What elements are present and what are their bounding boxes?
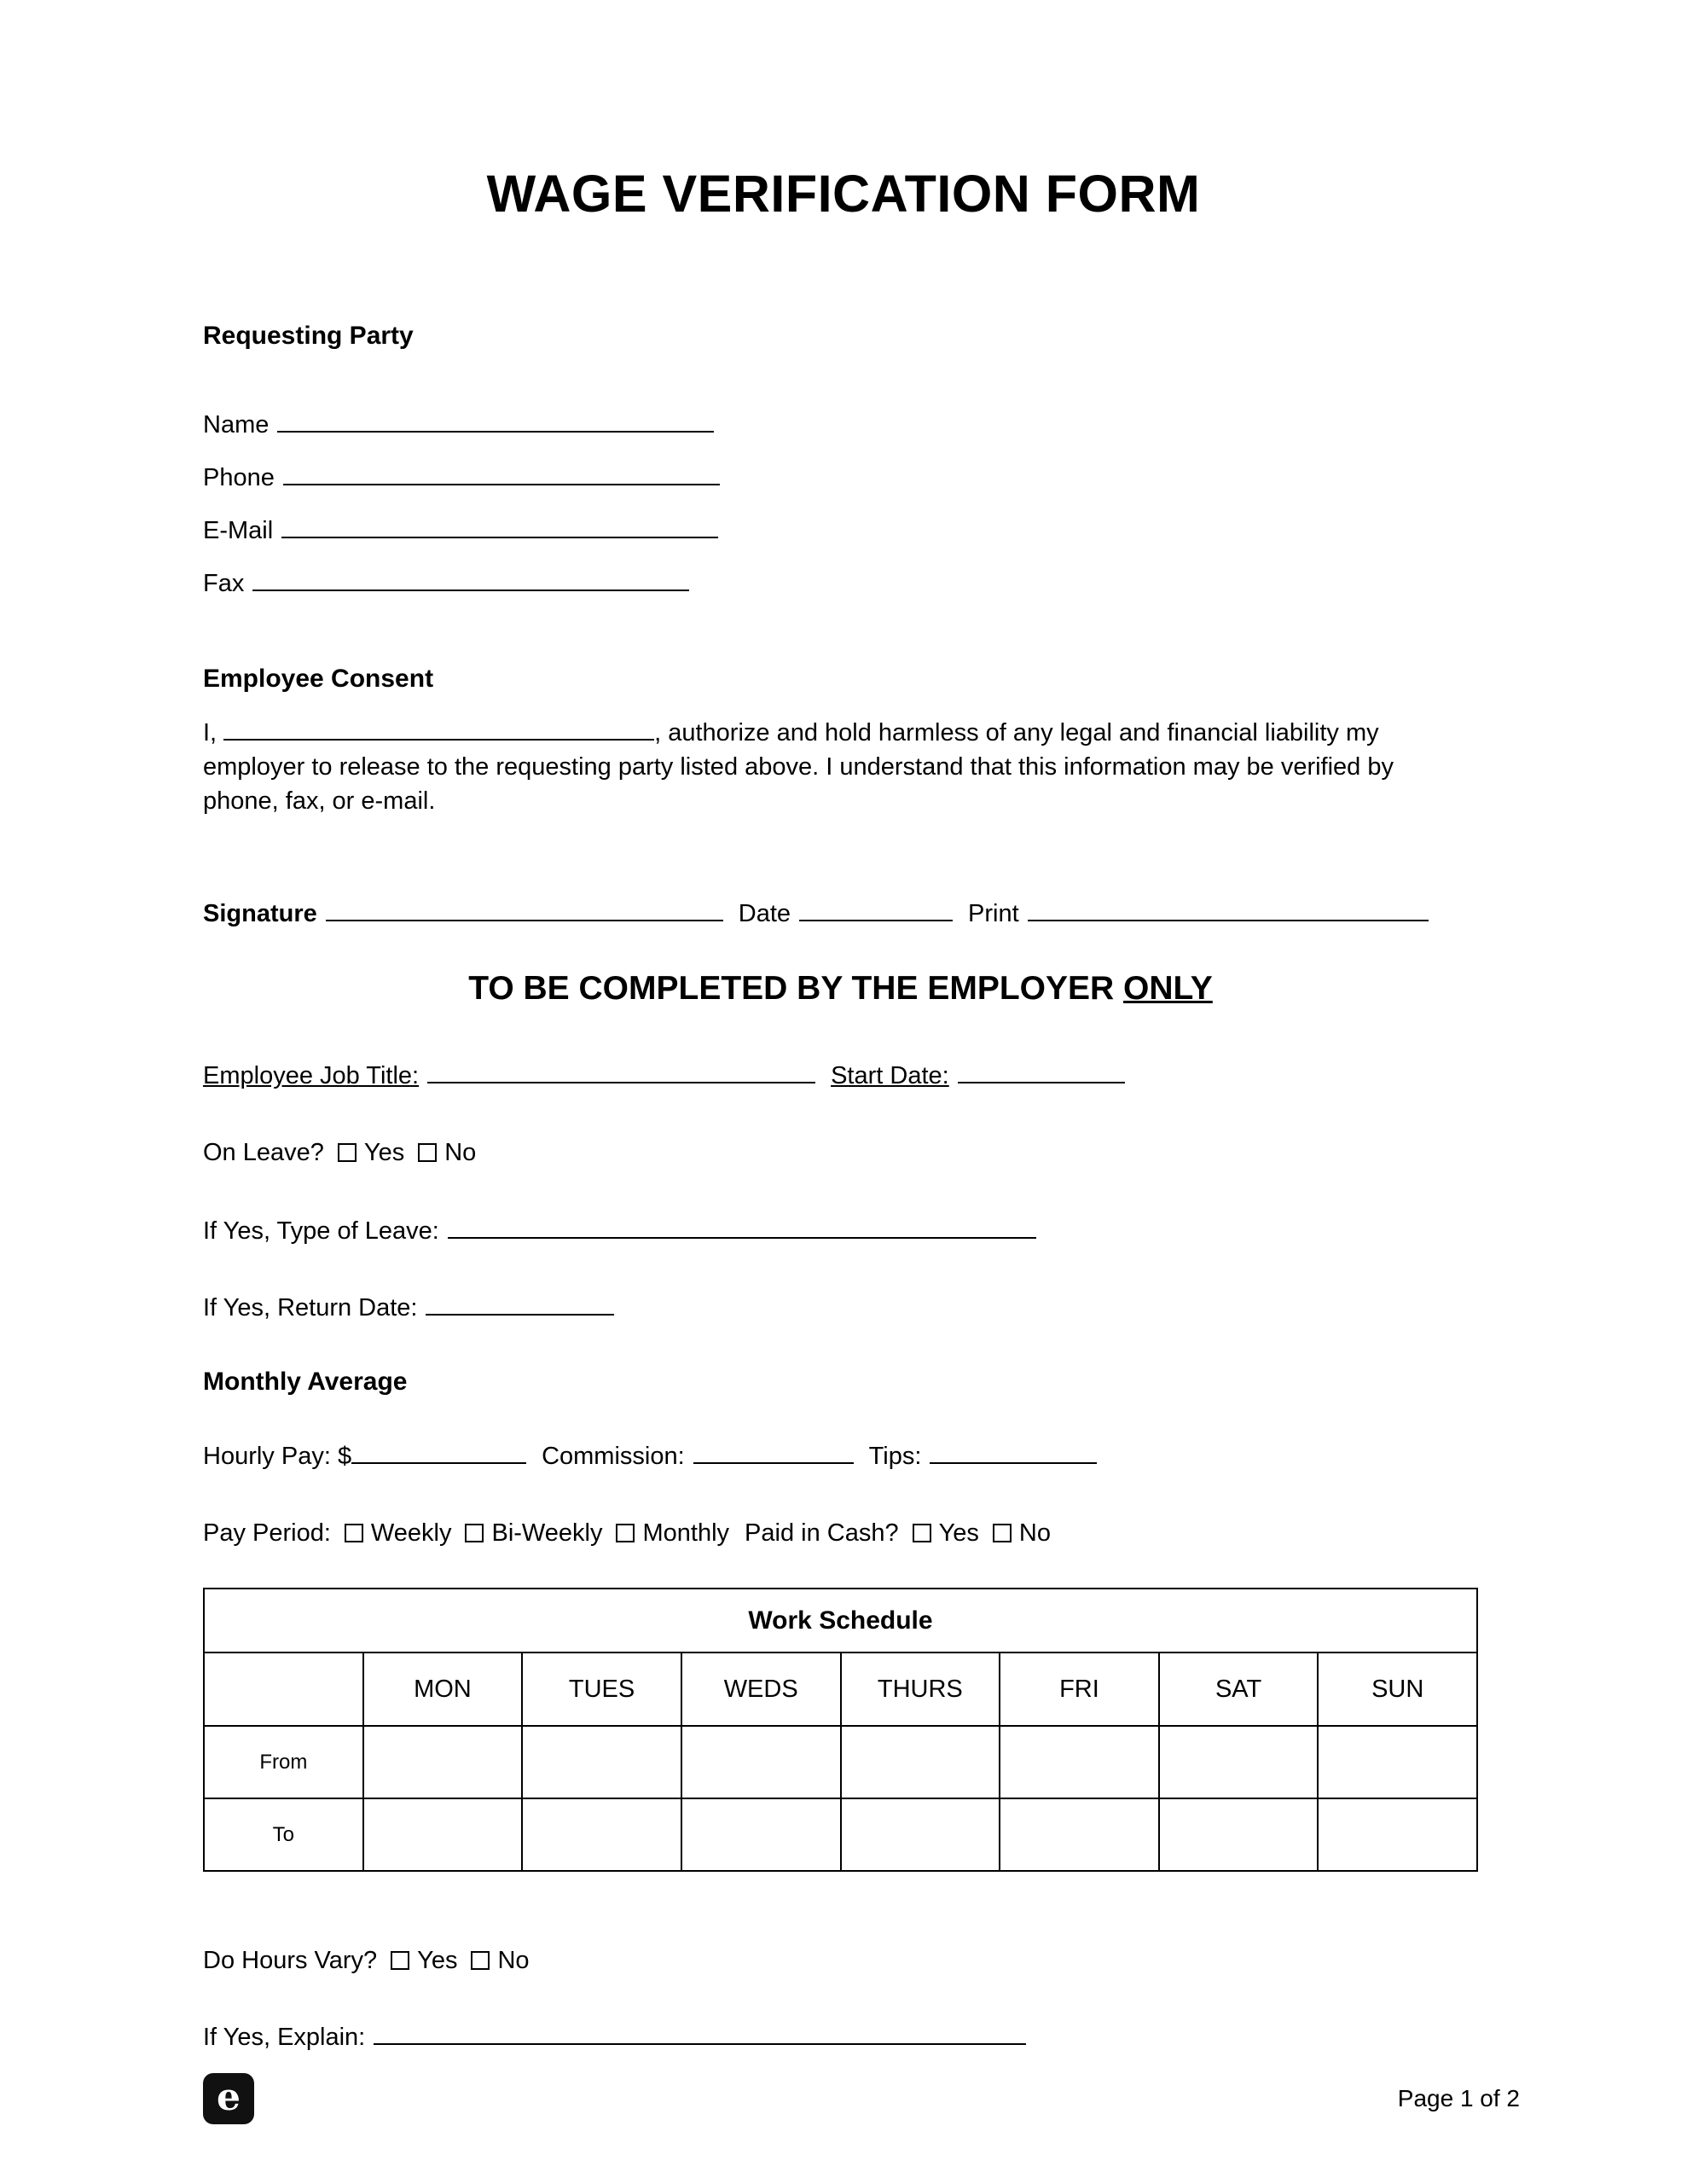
on-leave-no-checkbox[interactable] bbox=[418, 1143, 437, 1162]
schedule-cell-to-thurs[interactable] bbox=[841, 1798, 1000, 1871]
day-header-tues: TUES bbox=[522, 1653, 681, 1726]
email-field-row bbox=[203, 504, 1478, 557]
day-header-weds: WEDS bbox=[681, 1653, 841, 1726]
hours-vary-no-checkbox[interactable] bbox=[471, 1951, 490, 1970]
start-date-line[interactable] bbox=[958, 1061, 1125, 1083]
return-date-row bbox=[203, 1291, 1478, 1325]
hours-vary-row bbox=[203, 1943, 1478, 1978]
paid-in-cash-yes-checkbox[interactable] bbox=[913, 1524, 931, 1542]
paid-in-cash-no-checkbox[interactable] bbox=[993, 1524, 1012, 1542]
consent-name-line[interactable] bbox=[223, 718, 654, 741]
to-row bbox=[204, 1798, 1477, 1871]
from-row bbox=[204, 1726, 1477, 1798]
work-schedule-title: Work Schedule bbox=[204, 1589, 1477, 1653]
pay-period-weekly-label: Weekly bbox=[370, 1519, 452, 1548]
job-title-row bbox=[203, 1059, 1478, 1093]
type-of-leave-line[interactable] bbox=[448, 1217, 1036, 1239]
tips-line[interactable] bbox=[930, 1442, 1097, 1464]
schedule-cell-from-sat[interactable] bbox=[1159, 1726, 1319, 1798]
date-line[interactable] bbox=[799, 899, 953, 921]
employer-section-heading bbox=[203, 970, 1478, 1008]
hours-vary-yes-label: Yes bbox=[417, 1947, 458, 1975]
pay-period-row bbox=[203, 1516, 1478, 1550]
work-schedule-title-row bbox=[204, 1589, 1477, 1653]
monthly-average-heading: Monthly Average bbox=[203, 1368, 408, 1397]
to-row-label: To bbox=[204, 1798, 363, 1871]
on-leave-label: On Leave? bbox=[203, 1139, 324, 1167]
pay-period-monthly-checkbox[interactable] bbox=[616, 1524, 635, 1542]
hours-vary-yes-checkbox[interactable] bbox=[391, 1951, 409, 1970]
schedule-cell-to-sun[interactable] bbox=[1318, 1798, 1477, 1871]
hourly-pay-line[interactable] bbox=[351, 1442, 526, 1464]
paid-in-cash-no-label: No bbox=[1018, 1519, 1051, 1548]
schedule-cell-from-sun[interactable] bbox=[1318, 1726, 1477, 1798]
email-label: E-Mail bbox=[203, 517, 274, 545]
paid-in-cash-label: Paid in Cash? bbox=[745, 1519, 899, 1548]
job-title-label: Employee Job Title: bbox=[203, 1062, 420, 1090]
day-header-row bbox=[204, 1653, 1477, 1726]
day-header-mon: MON bbox=[363, 1653, 523, 1726]
monthly-average-row bbox=[203, 1439, 1478, 1473]
schedule-cell-to-fri[interactable] bbox=[1000, 1798, 1159, 1871]
fax-input-line[interactable] bbox=[252, 569, 689, 591]
name-label: Name bbox=[203, 411, 270, 439]
paid-in-cash-yes-label: Yes bbox=[938, 1519, 979, 1548]
hours-vary-label: Do Hours Vary? bbox=[203, 1947, 378, 1975]
schedule-cell-to-sat[interactable] bbox=[1159, 1798, 1319, 1871]
day-header-thurs: THURS bbox=[841, 1653, 1000, 1726]
hourly-pay-label: Hourly Pay: $ bbox=[203, 1443, 352, 1471]
explain-label: If Yes, Explain: bbox=[203, 2024, 366, 2052]
date-label: Date bbox=[738, 900, 791, 928]
start-date-label: Start Date: bbox=[831, 1062, 949, 1090]
return-date-label: If Yes, Return Date: bbox=[203, 1294, 418, 1322]
fax-label: Fax bbox=[203, 570, 245, 598]
work-schedule-table bbox=[203, 1588, 1478, 1872]
pay-period-monthly-label: Monthly bbox=[642, 1519, 730, 1548]
form-content bbox=[0, 322, 1687, 2054]
job-title-line[interactable] bbox=[427, 1061, 815, 1083]
requesting-party-fields bbox=[203, 398, 1478, 610]
page-number: Page 1 of 2 bbox=[1397, 2085, 1520, 2111]
name-input-line[interactable] bbox=[277, 410, 714, 433]
page-footer bbox=[203, 2073, 1520, 2124]
eforms-logo-icon[interactable] bbox=[203, 2073, 254, 2124]
signature-label: Signature bbox=[203, 900, 317, 928]
pay-period-biweekly-label: Bi-Weekly bbox=[491, 1519, 603, 1548]
tips-label: Tips: bbox=[868, 1443, 922, 1471]
schedule-corner-cell bbox=[204, 1653, 363, 1726]
schedule-cell-from-thurs[interactable] bbox=[841, 1726, 1000, 1798]
day-header-fri: FRI bbox=[1000, 1653, 1159, 1726]
consent-paragraph bbox=[203, 716, 1440, 818]
schedule-cell-from-mon[interactable] bbox=[363, 1726, 523, 1798]
schedule-cell-from-tues[interactable] bbox=[522, 1726, 681, 1798]
explain-row bbox=[203, 2020, 1478, 2054]
phone-field-row bbox=[203, 451, 1478, 504]
email-input-line[interactable] bbox=[281, 516, 718, 538]
requesting-party-heading: Requesting Party bbox=[203, 322, 414, 351]
schedule-cell-to-weds[interactable] bbox=[681, 1798, 841, 1871]
phone-input-line[interactable] bbox=[283, 463, 720, 485]
commission-line[interactable] bbox=[693, 1442, 854, 1464]
schedule-cell-to-mon[interactable] bbox=[363, 1798, 523, 1871]
eforms-logo-letter: e bbox=[217, 2076, 241, 2119]
form-title: WAGE VERIFICATION FORM bbox=[486, 165, 1201, 223]
employee-consent-heading: Employee Consent bbox=[203, 665, 434, 694]
type-of-leave-row bbox=[203, 1214, 1478, 1248]
employer-heading-text: TO BE COMPLETED BY THE EMPLOYER bbox=[468, 970, 1124, 1008]
from-row-label: From bbox=[204, 1726, 363, 1798]
on-leave-row bbox=[203, 1136, 1478, 1170]
return-date-line[interactable] bbox=[426, 1293, 614, 1316]
on-leave-yes-checkbox[interactable] bbox=[338, 1143, 357, 1162]
pay-period-label: Pay Period: bbox=[203, 1519, 331, 1548]
schedule-cell-to-tues[interactable] bbox=[522, 1798, 681, 1871]
phone-label: Phone bbox=[203, 464, 275, 492]
schedule-cell-from-fri[interactable] bbox=[1000, 1726, 1159, 1798]
employer-heading-only: ONLY bbox=[1123, 970, 1213, 1008]
fax-field-row bbox=[203, 557, 1478, 610]
print-label: Print bbox=[968, 900, 1019, 928]
signature-line[interactable] bbox=[326, 899, 723, 921]
pay-period-weekly-checkbox[interactable] bbox=[345, 1524, 363, 1542]
name-field-row bbox=[203, 398, 1478, 451]
pay-period-biweekly-checkbox[interactable] bbox=[465, 1524, 484, 1542]
commission-label: Commission: bbox=[542, 1443, 685, 1471]
day-header-sat: SAT bbox=[1159, 1653, 1319, 1726]
day-header-sun: SUN bbox=[1318, 1653, 1477, 1726]
type-of-leave-label: If Yes, Type of Leave: bbox=[203, 1217, 439, 1246]
schedule-cell-from-weds[interactable] bbox=[681, 1726, 841, 1798]
explain-line[interactable] bbox=[374, 2023, 1026, 2045]
consent-text: , authorize and hold harmless of any legal and financial liability my employer to release to the requesting party listed above. I understand that this information may be verified by phone, fax, or e-mail. bbox=[203, 719, 1394, 816]
hours-vary-no-label: No bbox=[497, 1947, 530, 1975]
on-leave-yes-label: Yes bbox=[363, 1139, 405, 1167]
print-line[interactable] bbox=[1028, 899, 1429, 921]
signature-row bbox=[203, 897, 1478, 931]
on-leave-no-label: No bbox=[444, 1139, 477, 1167]
consent-prefix: I, bbox=[203, 719, 217, 747]
